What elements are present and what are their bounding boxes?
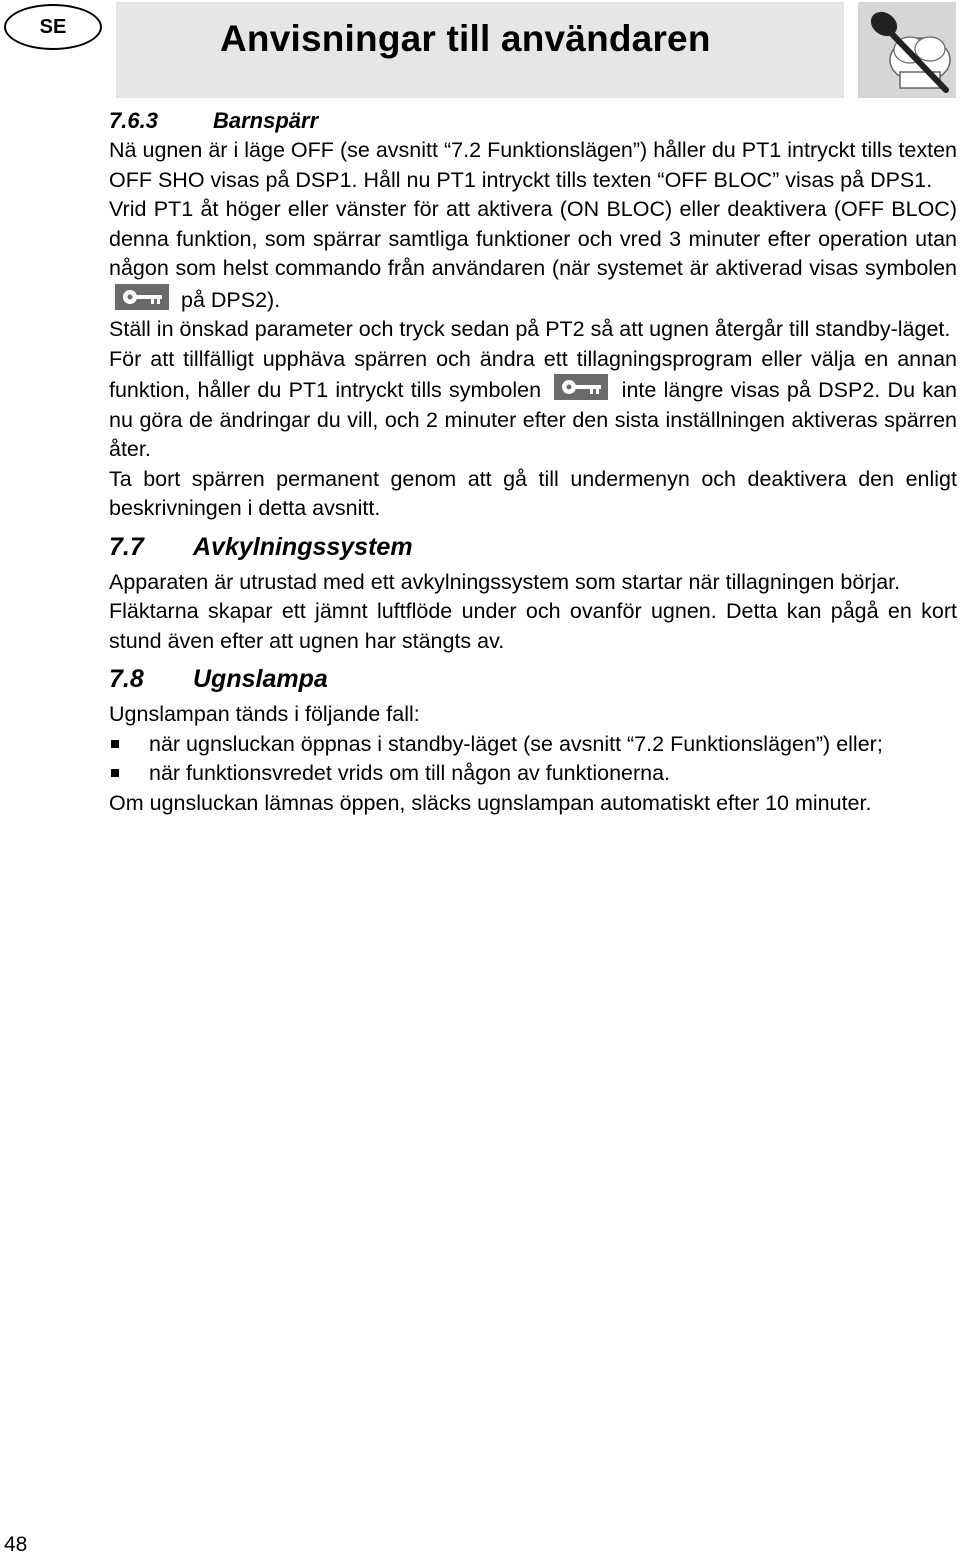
paragraph: Ta bort spärren permanent genom att gå till undermenyn och deaktivera den enligt beskrivningen i detta avsnitt. xyxy=(109,466,957,520)
paragraph: Ugnslampan tänds i följande fall: xyxy=(109,702,420,726)
paragraph-text: Vrid PT1 åt höger eller vänster för att aktivera (ON BLOC) eller deaktivera (OFF BLOC) denna funktion, som spärrar samtliga funktioner och vred 3 minuter efter operation utan någon som helst commando från användaren (när systemet är aktiverad visas symbolen xyxy=(109,197,957,280)
section-heading-7-7 xyxy=(109,530,957,564)
document-body xyxy=(109,106,957,818)
list-item: när funktionsvredet vrids om till någon av funktionerna. xyxy=(109,759,957,789)
spoon-chef-hat-icon xyxy=(858,2,956,98)
section-heading-7-6-3 xyxy=(109,106,957,136)
section-heading-7-8 xyxy=(109,662,957,696)
paragraph: Om ugnsluckan lämnas öppen, släcks ugnslampan automatiskt efter 10 minuter. xyxy=(109,790,872,815)
section-number: 7.6.3 xyxy=(109,108,158,133)
key-icon xyxy=(115,284,169,310)
paragraph: Apparaten är utrustad med ett avkylningssystem som startar när tillagningen börjar. xyxy=(109,569,901,594)
paragraph-text: För att tillfälligt upphäva spärren och ändra ett tillagningsprogram eller välja en annan funktion, håller du PT1 intryckt tills symbolen xyxy=(109,346,957,402)
paragraph: Ställ in önskad parameter och tryck sedan på PT2 så att ugnen återgår till standby-läget. xyxy=(109,317,951,341)
paragraph: Nä ugnen är i läge OFF (se avsnitt “7.2 Funktionslägen”) håller du PT1 intryckt tills texten OFF SHO visas på DSP1. Håll nu PT1 intryckt tills texten “OFF BLOC” visas på DPS1. xyxy=(109,138,957,192)
language-badge xyxy=(4,4,102,50)
paragraph-text: på DPS2). xyxy=(180,287,281,312)
language-code: SE xyxy=(39,15,67,38)
section-title: Barnspärr xyxy=(213,108,319,133)
list-item: när ugnsluckan öppnas i standby-läget (se avsnitt “7.2 Funktionslägen”) eller; xyxy=(109,730,957,760)
paragraph: Fläktarna skapar ett jämnt luftflöde under och ovanför ugnen. Detta kan pågå en kort stund även efter att ugnen har stängts av. xyxy=(109,599,957,653)
paragraph-text: inte längre visas på DSP2. Du kan nu göra de ändringar du vill, och 2 minuter efter den sista inställningen aktiveras spärren åter. xyxy=(109,378,957,461)
paragraph-with-key-icon xyxy=(109,195,957,315)
bullet-list xyxy=(109,730,957,789)
key-icon xyxy=(554,374,608,400)
page-title: Anvisningar till användaren xyxy=(220,18,711,59)
section-title: Avkylningssystem xyxy=(193,532,413,561)
section-number: 7.7 xyxy=(109,532,144,561)
page-number: 48 xyxy=(4,1533,28,1556)
section-title: Ugnslampa xyxy=(193,665,328,693)
paragraph-with-key-icon xyxy=(109,345,957,465)
section-number: 7.8 xyxy=(109,665,144,693)
